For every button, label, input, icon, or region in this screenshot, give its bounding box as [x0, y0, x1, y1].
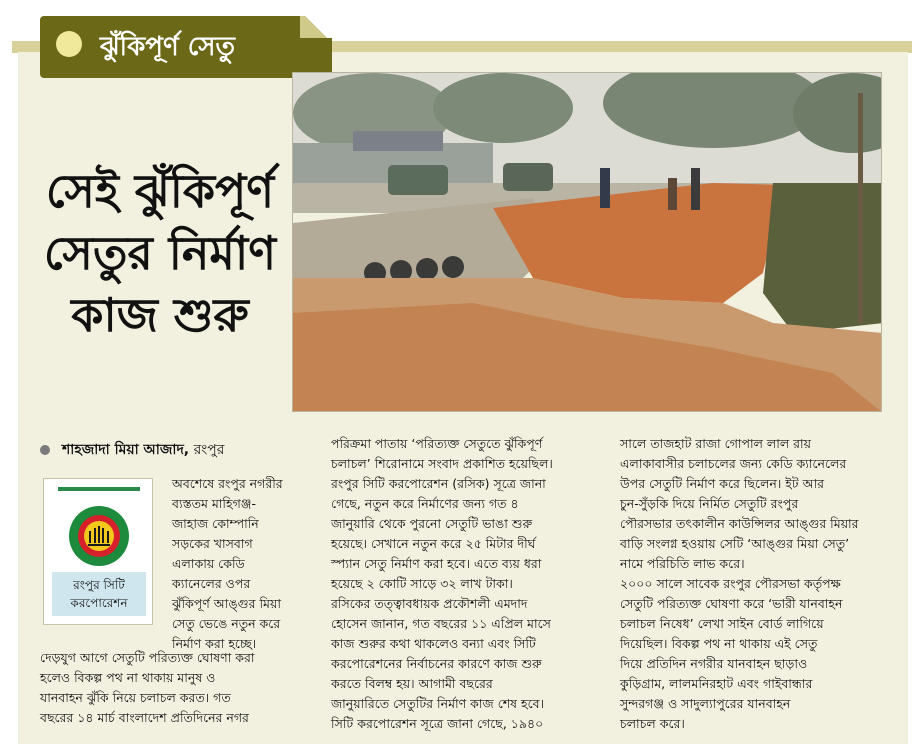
article-column-1 — [40, 648, 330, 728]
article-line: রসিকের তত্ত্বাবধায়ক প্রকৌশলী এমদাদ — [331, 596, 528, 611]
logo-caption-line: করপোরেশন — [70, 596, 128, 610]
article-line: বাড়ি সংলগ্ন হওয়ায় সেটি ‘আঙ্গুর মিয়া সেতু’ — [620, 536, 850, 551]
article-line: দিয়ে প্রতিদিন নগরীর যানবাহন ছাড়াও — [620, 656, 808, 671]
article-column-3 — [620, 434, 900, 734]
article-line: যানবাহন ঝুঁকি নিয়ে চলাচল করত। গত — [40, 690, 231, 705]
article-line: কুড়িগ্রাম, লালমনিরহাট এবং গাইবান্ধার — [620, 676, 813, 691]
article-line: গেছে, নতুন করে নির্মাণের জন্য গত ৪ — [331, 496, 519, 511]
city-corporation-logo — [43, 478, 153, 625]
article-line: পরিক্রমা পাতায় ‘পরিত্যক্ত সেতুতে ঝুঁকিপূর্ণ — [331, 436, 543, 451]
article-line: পৌরসভার তৎকালীন কাউন্সিলর আঙ্গুর মিয়ার — [620, 516, 859, 531]
article-line: ক্যানেলের ওপর — [172, 576, 251, 591]
article-line: সুন্দরগঞ্জ ও সাদুল্যাপুরের যানবাহন — [620, 696, 791, 711]
bridge-construction-photo — [292, 72, 882, 412]
article-line: সেতুটি পরিত্যক্ত ঘোষণা করে ‘ভারী যানবাহন — [620, 596, 843, 611]
article-line: নামে পরিচিতি লাভ করে। — [620, 556, 745, 571]
article-line: দিয়েছিল। বিকল্প পথ না থাকায় এই সেতু — [620, 636, 818, 651]
article-line: সেতু ভেঙে নতুন করে — [172, 616, 281, 631]
article-column-2 — [331, 434, 611, 734]
article-line: ব্যস্ততম মাহিগঞ্জ- — [172, 496, 256, 511]
article-line: এলাকায় কেডি — [172, 556, 245, 571]
bullet-icon — [40, 445, 50, 455]
article-line: করপোরেশনের নির্বাচনের কারণে কাজ শুরু — [331, 656, 542, 671]
article-line: অবশেষে রংপুর নগরীর — [172, 476, 283, 491]
location: রংপুর — [193, 442, 225, 458]
article-line: ২০০০ সালে সাবেক রংপুর পৌরসভা কর্তৃপক্ষ — [620, 576, 841, 591]
article-line: জানুয়ারি থেকে পুরনো সেতুটি ভাঙা শুরু — [331, 516, 533, 531]
article-line: জাহাজ কোম্পানি — [172, 516, 259, 531]
article-line: চলাচল’ শিরোনামে সংবাদ প্রকাশিত হয়েছিল। — [331, 456, 553, 471]
article-line: চুন-সুঁড়কি দিয়ে নির্মিত সেতুটি রংপুর — [620, 496, 799, 511]
byline — [40, 438, 225, 462]
article-line: সড়কের খাসবাগ — [172, 536, 253, 551]
article-line: স্প্যান সেতু নির্মাণ করা হবে। এতে ব্যয় ধরা — [331, 556, 542, 571]
headline-line: সেতুর নির্মাণ — [43, 226, 277, 280]
author-name: শাহজাদা মিয়া আজাদ, — [62, 442, 190, 458]
article-line: ঝুঁকিপূর্ণ আঙ্গুর মিয়া — [172, 596, 281, 611]
article-line: সিটি করপোরেশন সূত্রে জানা গেছে, ১৯৪০ — [331, 716, 544, 731]
article-line: উপর সেতুটি নির্মাণ করে ছিলেন। ইট আর — [620, 476, 825, 491]
emblem-icon — [68, 505, 130, 567]
article-line: নির্মাণ করা হচ্ছে। — [172, 636, 257, 651]
article-line: জানুয়ারিতে সেতুটির নির্মাণ কাজ শেষ হবে। — [331, 696, 545, 711]
article-line: বছরের ১৪ মার্চ বাংলাদেশ প্রতিদিনের নগর — [40, 710, 249, 725]
article-line: চলাচল নিষেধ’ লেখা সাইন বোর্ড লাগিয়ে — [620, 616, 824, 631]
article-line: সালে তাজহাট রাজা গোপাল লাল রায় — [620, 436, 812, 451]
section-label: ঝুঁকিপূর্ণ সেতু — [100, 32, 235, 62]
article-line: হলেও বিকল্প পথ না থাকায় মানুষ ও — [40, 670, 216, 685]
article-line: কাজ শুরুর কথা থাকলেও বন্যা এবং সিটি — [331, 636, 536, 651]
headline-line: সেই ঝুঁকিপূর্ণ — [45, 164, 275, 218]
article-line: হয়েছে। সেখানে নতুন করে ২৫ মিটার দীর্ঘ — [331, 536, 536, 551]
article-line: দেড়যুগ আগে সেতুটি পরিত্যক্ত ঘোষণা করা — [40, 650, 255, 665]
article-line: করতে বিলম্ব হয়। আগামী বছরের — [331, 676, 493, 691]
article-line: হোসেন জানান, গত বছরের ১১ এপ্রিল মাসে — [331, 616, 551, 631]
article-line: এলাকাবাসীর চলাচলের জন্য কেডি ক্যানেলের — [620, 456, 847, 471]
headline-line: কাজ শুরু — [71, 288, 249, 342]
tab-folded-corner — [300, 16, 332, 38]
article-line: রংপুর সিটি করপোরেশন (রসিক) সূত্রে জানা — [331, 476, 546, 491]
logo-caption — [52, 572, 146, 616]
tab-bullet-icon — [56, 31, 82, 57]
article-line: হয়েছে ২ কোটি সাড়ে ৩২ লাখ টাকা। — [331, 576, 513, 591]
headline — [40, 160, 280, 346]
logo-top-bar — [58, 487, 140, 491]
article-column-1-wrapped — [172, 474, 322, 654]
article-line: চলাচল করে। — [620, 716, 685, 731]
logo-caption-line: রংপুর সিটি — [73, 578, 125, 592]
